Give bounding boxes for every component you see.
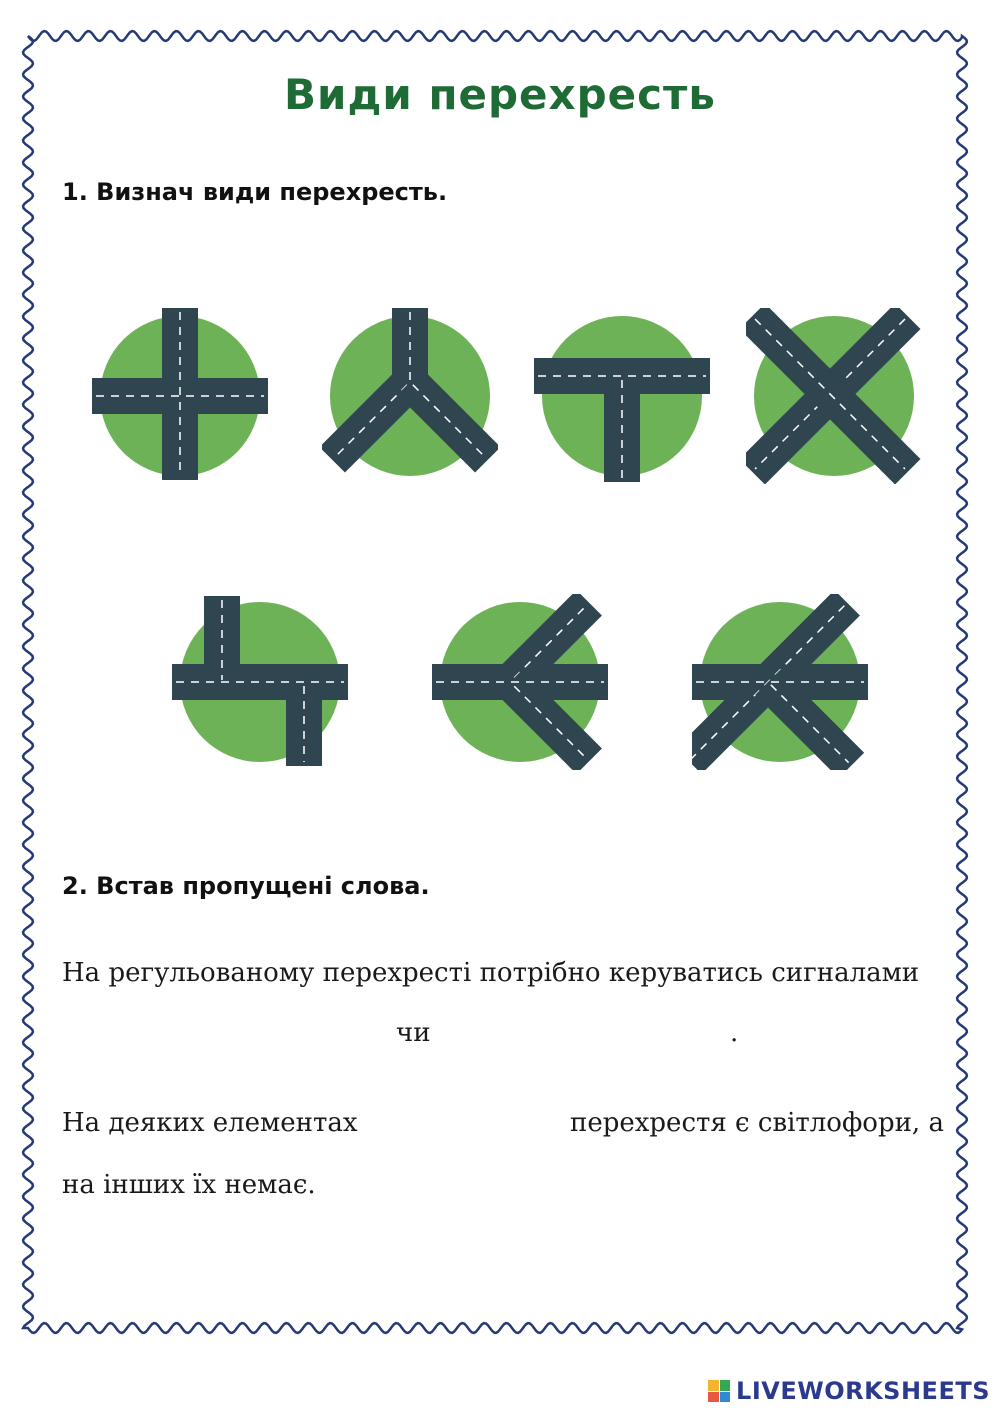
sentence-2-start: На деяких елементах	[62, 1108, 358, 1138]
t-junction-icon[interactable]	[534, 308, 710, 484]
sentence-2-middle: перехрестя є світлофори, а	[570, 1108, 944, 1138]
blank-2-input[interactable]	[440, 1018, 732, 1054]
sentence-1-text: На регульованому перехресті потрібно керуватись сигналами	[62, 958, 920, 988]
page-title: Види перехресть	[284, 70, 716, 119]
task-1-heading: 1. Визнач види перехресть.	[62, 178, 448, 206]
x-junction-icon[interactable]	[746, 308, 922, 484]
blank-1-input[interactable]	[62, 1018, 386, 1054]
y-junction-icon[interactable]	[322, 308, 498, 484]
liveworksheets-badge-icon	[708, 1380, 730, 1402]
offset-junction-icon[interactable]	[172, 594, 348, 770]
task-2-heading: 2. Встав пропущені слова.	[62, 872, 430, 900]
four-way-cross-icon[interactable]	[92, 308, 268, 484]
liveworksheets-logo	[708, 1377, 990, 1405]
sentence-2-end: на інших їх немає.	[62, 1170, 316, 1200]
five-way-arrow-icon[interactable]	[432, 594, 608, 770]
sentence-1-conjunction: чи	[396, 1018, 431, 1048]
blank-3-input[interactable]	[354, 1108, 564, 1144]
brand-text: LIVEWORKSHEETS	[736, 1377, 990, 1405]
sentence-1-period: .	[730, 1018, 739, 1048]
six-way-junction-icon[interactable]	[692, 594, 868, 770]
